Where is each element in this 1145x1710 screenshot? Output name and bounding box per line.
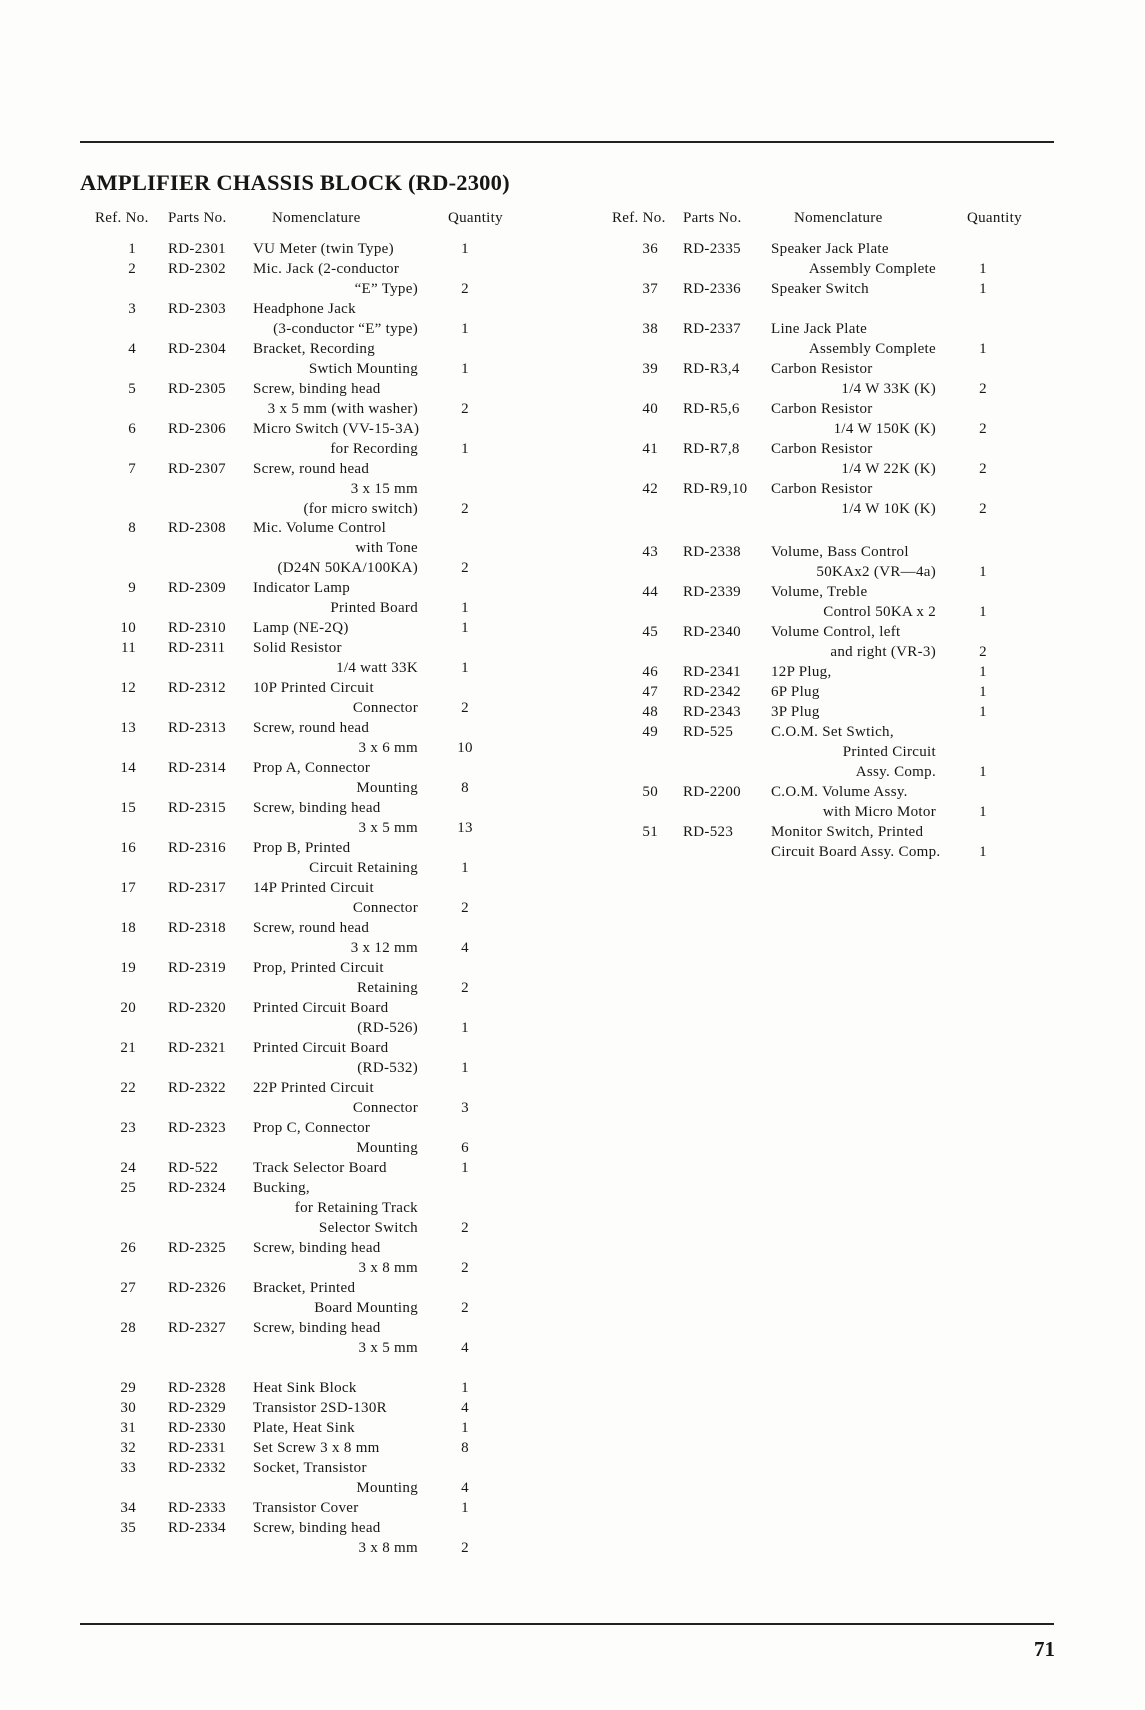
nomenclature-line: Screw, round head <box>253 720 370 736</box>
quantity: 2 <box>461 1260 469 1276</box>
parts-no: RD-2336 <box>683 281 741 297</box>
quantity: 1 <box>461 620 469 636</box>
nomenclature-line: with Micro Motor <box>822 804 936 820</box>
header-quantity-right: Quantity <box>967 210 1022 226</box>
quantity: 1 <box>979 704 987 720</box>
ref-no: 51 <box>642 824 658 840</box>
parts-no: RD-2306 <box>168 421 226 437</box>
quantity: 4 <box>461 1340 469 1356</box>
nomenclature-line: Assembly Complete <box>808 341 936 357</box>
nomenclature-line: Assy. Comp. <box>855 764 936 780</box>
nomenclature-line: 3 x 12 mm <box>350 940 418 956</box>
parts-no: RD-R9,10 <box>683 481 748 497</box>
nomenclature <box>771 439 936 479</box>
parts-no: RD-2308 <box>168 520 226 536</box>
parts-no: RD-2318 <box>168 920 226 936</box>
nomenclature-line: Printed Circuit <box>842 744 936 760</box>
nomenclature-line: Connector <box>352 900 418 916</box>
nomenclature-line: Prop B, Printed <box>253 840 351 856</box>
parts-no: RD-2310 <box>168 620 226 636</box>
nomenclature-line: Line Jack Plate <box>771 321 868 337</box>
nomenclature-line: Set Screw 3 x 8 mm <box>253 1440 380 1456</box>
nomenclature-line: for Retaining Track <box>294 1200 418 1216</box>
ref-no: 1 <box>128 241 136 257</box>
ref-no: 19 <box>120 960 136 976</box>
page-title: AMPLIFIER CHASSIS BLOCK (RD-2300) <box>80 170 510 195</box>
ref-no: 32 <box>120 1440 136 1456</box>
parts-no: RD-2337 <box>683 321 741 337</box>
parts-no: RD-2305 <box>168 381 226 397</box>
nomenclature-line: Solid Resistor <box>253 640 342 656</box>
nomenclature-line: Lamp (NE-2Q) <box>253 620 349 636</box>
nomenclature-line: and right (VR-3) <box>830 644 936 660</box>
nomenclature <box>771 722 936 782</box>
header-parts-no-left: Parts No. <box>168 210 227 226</box>
quantity: 2 <box>461 1540 469 1556</box>
nomenclature <box>771 399 936 439</box>
nomenclature <box>771 359 936 399</box>
quantity: 1 <box>461 241 469 257</box>
nomenclature <box>771 782 936 822</box>
ref-no: 35 <box>120 1520 136 1536</box>
ref-no: 31 <box>120 1420 136 1436</box>
nomenclature-line: Mounting <box>356 780 418 796</box>
nomenclature-line: 3P Plug <box>771 704 820 720</box>
parts-no: RD-2334 <box>168 1520 226 1536</box>
parts-no: RD-2302 <box>168 261 226 277</box>
quantity: 2 <box>979 381 987 397</box>
nomenclature-line: Bracket, Recording <box>253 341 376 357</box>
nomenclature-line: 10P Printed Circuit <box>253 680 374 696</box>
nomenclature-line: Mic. Jack (2-conductor <box>253 261 400 277</box>
ref-no: 22 <box>120 1080 136 1096</box>
parts-no: RD-2304 <box>168 341 226 357</box>
quantity: 13 <box>457 820 473 836</box>
ref-no: 28 <box>120 1320 136 1336</box>
parts-no: RD-2338 <box>683 544 741 560</box>
header-ref-no-right: Ref. No. <box>612 210 666 226</box>
parts-no: RD-R5,6 <box>683 401 740 417</box>
ref-no: 18 <box>120 920 136 936</box>
nomenclature-line: “E” Type) <box>354 281 418 297</box>
parts-no: RD-2307 <box>168 461 226 477</box>
nomenclature-line: 1/4 W 150K (K) <box>833 421 936 437</box>
nomenclature-line: Volume, Bass Control <box>771 544 909 560</box>
quantity: 4 <box>461 1480 469 1496</box>
nomenclature <box>771 582 936 622</box>
nomenclature-line: Carbon Resistor <box>771 441 873 457</box>
nomenclature-line: Micro Switch (VV-15-3A) <box>253 421 420 437</box>
parts-no: RD-2321 <box>168 1040 226 1056</box>
parts-no: RD-2322 <box>168 1080 226 1096</box>
ref-no: 6 <box>128 421 136 437</box>
nomenclature-line: 3 x 6 mm <box>358 740 418 756</box>
parts-no: RD-R3,4 <box>683 361 740 377</box>
quantity: 2 <box>461 401 469 417</box>
nomenclature-line: 22P Printed Circuit <box>253 1080 374 1096</box>
parts-no: RD-522 <box>168 1160 219 1176</box>
nomenclature-line: Screw, binding head <box>253 1320 381 1336</box>
ref-no: 37 <box>642 281 658 297</box>
nomenclature-line: Prop A, Connector <box>253 760 371 776</box>
parts-no: RD-2324 <box>168 1180 226 1196</box>
nomenclature-line: 1/4 W 22K (K) <box>841 461 936 477</box>
quantity: 1 <box>979 664 987 680</box>
parts-no: RD-2332 <box>168 1460 226 1476</box>
parts-no: RD-525 <box>683 724 734 740</box>
nomenclature-line: Plate, Heat Sink <box>253 1420 355 1436</box>
ref-no: 26 <box>120 1240 136 1256</box>
parts-no: RD-2325 <box>168 1240 226 1256</box>
nomenclature-line: (for micro switch) <box>303 501 418 517</box>
ref-no: 13 <box>120 720 136 736</box>
quantity: 8 <box>461 1440 469 1456</box>
nomenclature <box>771 279 936 299</box>
nomenclature-line: Prop C, Connector <box>253 1120 371 1136</box>
nomenclature-line: with Tone <box>355 540 418 556</box>
quantity: 2 <box>461 900 469 916</box>
header-nomenclature-right: Nomenclature <box>794 210 883 226</box>
ref-no: 7 <box>128 461 136 477</box>
ref-no: 50 <box>642 784 658 800</box>
ref-no: 23 <box>120 1120 136 1136</box>
ref-no: 36 <box>642 241 658 257</box>
nomenclature-line: Track Selector Board <box>253 1160 387 1176</box>
quantity: 2 <box>461 980 469 996</box>
nomenclature-line: Circuit Retaining <box>309 860 418 876</box>
parts-no: RD-2331 <box>168 1440 226 1456</box>
quantity: 1 <box>461 1160 469 1176</box>
ref-no: 38 <box>642 321 658 337</box>
nomenclature-line: 12P Plug, <box>771 664 832 680</box>
ref-no: 44 <box>642 584 658 600</box>
nomenclature-line: Bucking, <box>253 1180 310 1196</box>
header-parts-no-right: Parts No. <box>683 210 742 226</box>
nomenclature-line: VU Meter (twin Type) <box>253 241 394 257</box>
quantity: 4 <box>461 940 469 956</box>
parts-no: RD-2327 <box>168 1320 226 1336</box>
nomenclature <box>771 622 936 662</box>
nomenclature-line: (D24N 50KA/100KA) <box>277 560 418 576</box>
nomenclature-line: Carbon Resistor <box>771 481 873 497</box>
ref-no: 24 <box>120 1160 136 1176</box>
nomenclature <box>771 319 936 359</box>
quantity: 1 <box>979 564 987 580</box>
ref-no: 5 <box>128 381 136 397</box>
nomenclature-line: for Recording <box>330 441 418 457</box>
quantity: 1 <box>979 804 987 820</box>
nomenclature <box>771 662 936 682</box>
quantity: 1 <box>461 1500 469 1516</box>
nomenclature <box>771 542 936 582</box>
quantity: 1 <box>461 860 469 876</box>
nomenclature-line: Screw, binding head <box>253 800 381 816</box>
nomenclature-line: Carbon Resistor <box>771 401 873 417</box>
ref-no: 29 <box>120 1380 136 1396</box>
quantity: 1 <box>461 361 469 377</box>
nomenclature-line: (RD-532) <box>357 1060 418 1076</box>
nomenclature-line: Screw, binding head <box>253 1520 381 1536</box>
ref-no: 49 <box>642 724 658 740</box>
parts-no: RD-2312 <box>168 680 226 696</box>
nomenclature <box>771 682 936 702</box>
ref-no: 11 <box>120 640 136 656</box>
nomenclature-line: Speaker Switch <box>771 281 869 297</box>
nomenclature-line: 3 x 15 mm <box>350 481 418 497</box>
quantity: 1 <box>461 1420 469 1436</box>
parts-no: RD-2340 <box>683 624 741 640</box>
nomenclature-line: Heat Sink Block <box>253 1380 357 1396</box>
quantity: 1 <box>979 281 987 297</box>
ref-no: 14 <box>120 760 136 776</box>
ref-no: 3 <box>128 301 136 317</box>
nomenclature-line: C.O.M. Set Swtich, <box>771 724 894 740</box>
quantity: 1 <box>461 1060 469 1076</box>
quantity: 2 <box>461 1300 469 1316</box>
nomenclature <box>771 479 936 519</box>
quantity: 1 <box>461 660 469 676</box>
quantity: 6 <box>461 1140 469 1156</box>
quantity: 1 <box>461 441 469 457</box>
ref-no: 12 <box>120 680 136 696</box>
quantity: 2 <box>461 281 469 297</box>
nomenclature-line: Connector <box>352 1100 418 1116</box>
parts-no: RD-2317 <box>168 880 226 896</box>
parts-no: RD-2303 <box>168 301 226 317</box>
ref-no: 43 <box>642 544 658 560</box>
nomenclature <box>771 702 936 722</box>
nomenclature-line: Volume Control, left <box>771 624 901 640</box>
parts-no: RD-2323 <box>168 1120 226 1136</box>
nomenclature-line: 3 x 5 mm (with washer) <box>267 401 418 417</box>
page-number: 71 <box>1034 1637 1055 1661</box>
quantity: 2 <box>979 461 987 477</box>
parts-no: RD-2330 <box>168 1420 226 1436</box>
ref-no: 39 <box>642 361 658 377</box>
parts-no: RD-2309 <box>168 580 226 596</box>
ref-no: 33 <box>120 1460 136 1476</box>
ref-no: 25 <box>120 1180 136 1196</box>
nomenclature-line: Mic. Volume Control <box>253 520 387 536</box>
ref-no: 20 <box>120 1000 136 1016</box>
nomenclature-line: Circuit Board Assy. Comp. <box>771 844 941 860</box>
parts-no: RD-523 <box>683 824 734 840</box>
quantity: 1 <box>979 764 987 780</box>
nomenclature-line: Bracket, Printed <box>253 1280 356 1296</box>
parts-no: RD-2342 <box>683 684 741 700</box>
nomenclature-line: 3 x 5 mm <box>358 1340 418 1356</box>
quantity: 1 <box>979 844 987 860</box>
quantity: 2 <box>461 501 469 517</box>
nomenclature-line: 1/4 W 10K (K) <box>841 501 936 517</box>
nomenclature-line: Mounting <box>356 1480 418 1496</box>
ref-no: 16 <box>120 840 136 856</box>
ref-no: 10 <box>120 620 136 636</box>
nomenclature-line: Headphone Jack <box>253 301 356 317</box>
nomenclature-line: Printed Circuit Board <box>253 1000 389 1016</box>
bottom-rule <box>80 1623 1054 1625</box>
quantity: 8 <box>461 780 469 796</box>
nomenclature-line: 3 x 5 mm <box>358 820 418 836</box>
parts-no: RD-2339 <box>683 584 741 600</box>
parts-no: RD-2333 <box>168 1500 226 1516</box>
quantity: 1 <box>461 600 469 616</box>
parts-no: RD-2341 <box>683 664 741 680</box>
ref-no: 30 <box>120 1400 136 1416</box>
parts-no: RD-2301 <box>168 241 226 257</box>
nomenclature-line: 14P Printed Circuit <box>253 880 374 896</box>
nomenclature-line: Selector Switch <box>318 1220 418 1236</box>
parts-no: RD-R7,8 <box>683 441 740 457</box>
ref-no: 41 <box>642 441 658 457</box>
quantity: 1 <box>979 684 987 700</box>
nomenclature-line: Printed Board <box>330 600 418 616</box>
header-quantity-left: Quantity <box>448 210 503 226</box>
nomenclature-line: (RD-526) <box>357 1020 418 1036</box>
nomenclature-line: Printed Circuit Board <box>253 1040 389 1056</box>
nomenclature-line: Board Mounting <box>314 1300 418 1316</box>
quantity: 1 <box>979 341 987 357</box>
ref-no: 46 <box>642 664 658 680</box>
quantity: 10 <box>457 740 473 756</box>
nomenclature <box>771 239 936 279</box>
quantity: 2 <box>979 644 987 660</box>
parts-no: RD-2326 <box>168 1280 226 1296</box>
quantity: 2 <box>979 501 987 517</box>
nomenclature-line: Screw, binding head <box>253 381 381 397</box>
parts-no: RD-2320 <box>168 1000 226 1016</box>
quantity: 3 <box>461 1100 469 1116</box>
nomenclature-line: 50KAx2 (VR—4a) <box>816 564 936 580</box>
quantity: 1 <box>461 1380 469 1396</box>
nomenclature-line: Transistor Cover <box>253 1500 359 1516</box>
nomenclature-line: Retaining <box>356 980 418 996</box>
nomenclature-line: Prop, Printed Circuit <box>253 960 384 976</box>
nomenclature-line: Socket, Transistor <box>253 1460 367 1476</box>
quantity: 2 <box>461 560 469 576</box>
parts-no: RD-2313 <box>168 720 226 736</box>
nomenclature-line: 6P Plug <box>771 684 820 700</box>
ref-no: 2 <box>128 261 136 277</box>
header-nomenclature-left: Nomenclature <box>272 210 361 226</box>
ref-no: 8 <box>128 520 136 536</box>
nomenclature-line: Control 50KA x 2 <box>823 604 936 620</box>
nomenclature-line: (3-conductor “E” type) <box>273 321 418 337</box>
ref-no: 45 <box>642 624 658 640</box>
nomenclature-line: Screw, binding head <box>253 1240 381 1256</box>
ref-no: 27 <box>120 1280 136 1296</box>
ref-no: 17 <box>120 880 136 896</box>
quantity: 4 <box>461 1400 469 1416</box>
nomenclature-line: Transistor 2SD-130R <box>253 1400 387 1416</box>
nomenclature-line: Connector <box>352 700 418 716</box>
ref-no: 15 <box>120 800 136 816</box>
nomenclature-line: C.O.M. Volume Assy. <box>771 784 908 800</box>
parts-no: RD-2314 <box>168 760 226 776</box>
nomenclature-line: Volume, Treble <box>771 584 868 600</box>
parts-no: RD-2329 <box>168 1400 226 1416</box>
nomenclature-line: Screw, round head <box>253 920 370 936</box>
quantity: 2 <box>979 421 987 437</box>
ref-no: 47 <box>642 684 658 700</box>
parts-no: RD-2200 <box>683 784 741 800</box>
ref-no: 9 <box>128 580 136 596</box>
ref-no: 40 <box>642 401 658 417</box>
header-ref-no-left: Ref. No. <box>95 210 149 226</box>
quantity: 1 <box>461 321 469 337</box>
nomenclature-line: Swtich Mounting <box>308 361 418 377</box>
quantity: 1 <box>979 604 987 620</box>
parts-no: RD-2315 <box>168 800 226 816</box>
ref-no: 48 <box>642 704 658 720</box>
parts-no: RD-2319 <box>168 960 226 976</box>
parts-no: RD-2311 <box>168 640 226 656</box>
nomenclature-line: Assembly Complete <box>808 261 936 277</box>
parts-no: RD-2343 <box>683 704 741 720</box>
quantity: 2 <box>461 700 469 716</box>
nomenclature-line: Carbon Resistor <box>771 361 873 377</box>
parts-no: RD-2335 <box>683 241 741 257</box>
quantity: 1 <box>979 261 987 277</box>
quantity: 1 <box>461 1020 469 1036</box>
parts-no: RD-2328 <box>168 1380 226 1396</box>
nomenclature-line: Mounting <box>356 1140 418 1156</box>
nomenclature-line: Screw, round head <box>253 461 370 477</box>
ref-no: 42 <box>642 481 658 497</box>
nomenclature-line: 1/4 watt 33K <box>336 660 418 676</box>
quantity: 2 <box>461 1220 469 1236</box>
ref-no: 4 <box>128 341 136 357</box>
ref-no: 21 <box>120 1040 136 1056</box>
nomenclature-line: Indicator Lamp <box>253 580 351 596</box>
nomenclature-line: Speaker Jack Plate <box>771 241 889 257</box>
ref-no: 34 <box>120 1500 136 1516</box>
parts-no: RD-2316 <box>168 840 226 856</box>
nomenclature-line: Monitor Switch, Printed <box>771 824 924 840</box>
nomenclature <box>771 822 941 862</box>
nomenclature-line: 3 x 8 mm <box>358 1540 418 1556</box>
nomenclature-line: 3 x 8 mm <box>358 1260 418 1276</box>
nomenclature-line: 1/4 W 33K (K) <box>841 381 936 397</box>
